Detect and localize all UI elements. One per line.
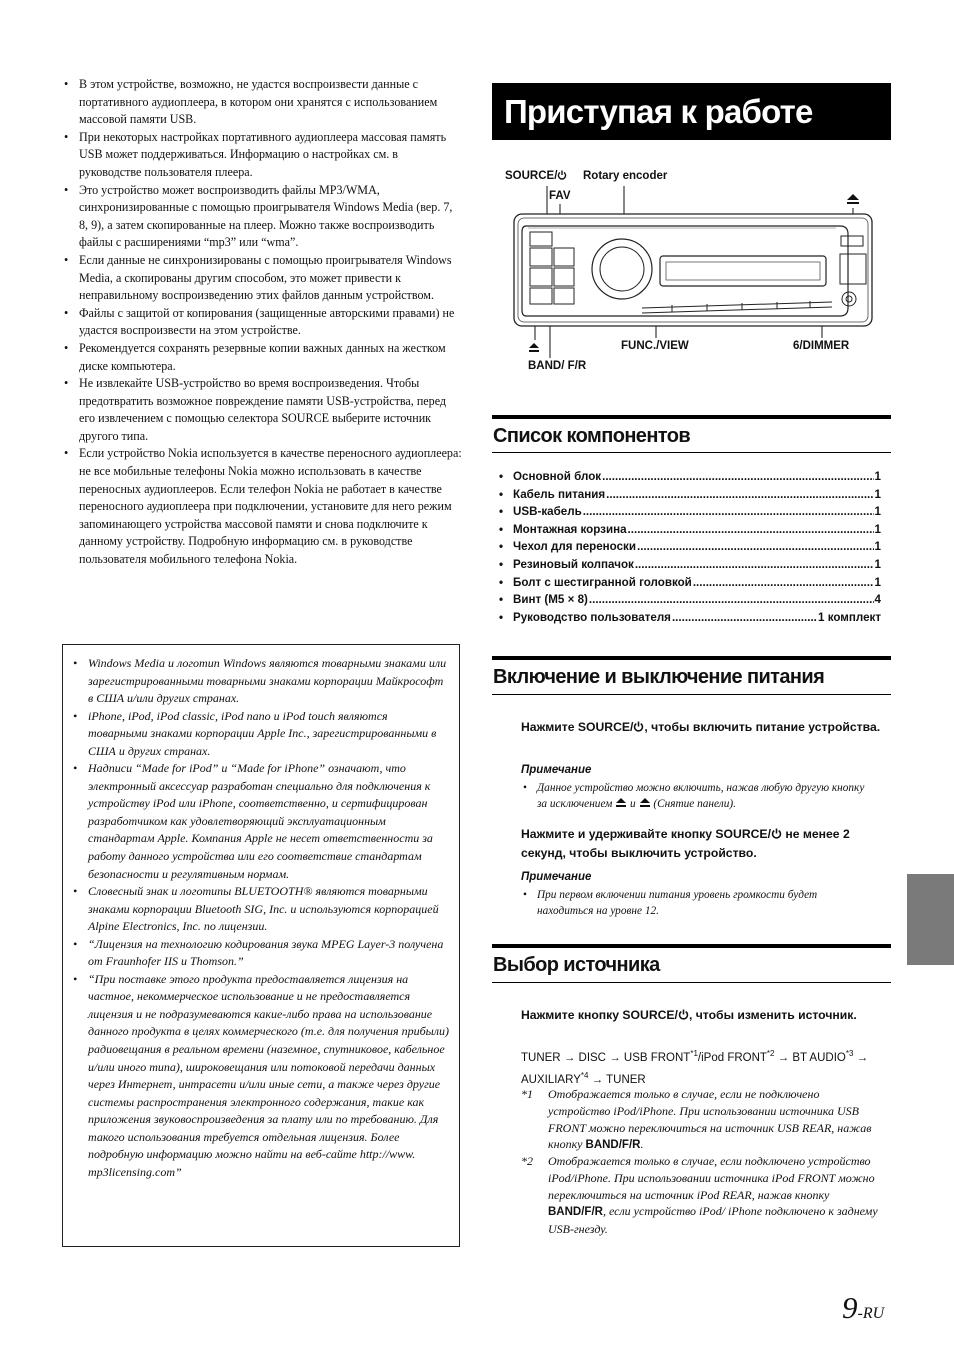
note-label: Примечание <box>521 764 592 776</box>
trademark-box <box>62 644 460 1247</box>
component-name: • Основной блок <box>513 470 602 483</box>
component-qty: 1 <box>874 505 881 519</box>
list-item: • Если данные не синхронизированы с помощью проигрывателя Windows Media, а скопированы другим способом, это может привести к неправильному воспроизведению этих файлов данным устройством. <box>62 252 462 305</box>
power-note-2: • При первом включении питания уровень громкости будет находиться на уровне 12. <box>521 888 873 919</box>
source-instruction: Нажмите кнопку SOURCE/ , чтобы изменить источник. <box>521 1008 857 1022</box>
component-name: • Винт (M5 × 8) <box>513 593 588 607</box>
source-heading: Выбор источника <box>492 944 891 983</box>
component-item <box>498 488 881 506</box>
power-on-instruction: Нажмите SOURCE/ , чтобы включить питание устройства. <box>521 720 881 734</box>
section-tab <box>907 874 954 965</box>
page-title: Приступая к работе <box>492 83 891 140</box>
components-list <box>498 470 881 628</box>
component-qty: 1 <box>874 557 881 571</box>
list-item: • В этом устройстве, возможно, не удастся воспроизвести данные с портативного аудиоплеера, в котором они хранятся с использованием массовой памяти USB. <box>62 76 462 129</box>
component-item <box>498 558 881 576</box>
label-band: BAND/ F/R <box>528 360 587 372</box>
power-heading: Включение и выключение питания <box>492 656 891 695</box>
list-item: • При некоторых настройках портативного аудиоплеера массовая память USB может поддерживаться. Информацию о настройках см. в руководстве пользователя плеера. <box>62 129 462 182</box>
component-qty: 1 <box>874 575 881 589</box>
front-panel-diagram <box>492 162 892 382</box>
trademark-list <box>71 655 450 1181</box>
list-item: • Если устройство Nokia используется в качестве переносного аудиоплеера: не все мобильные телефоны Nokia можно использовать в качестве переносных аудиоплееров. Если телефон Nokia не работает в качестве переносного аудиоплеера при подключении, установите для него режим запоминающего устройства массовой памяти и снова подключите к данному устройству. Подробную информацию см. в руководстве пользователя мобильного телефона Nokia. <box>62 445 462 568</box>
component-item <box>498 523 881 541</box>
component-qty: 1 <box>874 470 881 483</box>
list-item: • Рекомендуется сохранять резервные копии важных данных на жестком диске компьютера. <box>62 340 462 375</box>
page-number: 9-RU <box>842 1290 885 1325</box>
label-dimmer: 6/DIMMER <box>793 340 850 352</box>
component-item <box>498 505 881 523</box>
leader-dots <box>693 576 874 589</box>
label-rotary-encoder: Rotary encoder <box>583 170 668 182</box>
leader-dots <box>635 558 874 571</box>
power-icon <box>633 721 644 732</box>
power-icon <box>771 828 782 839</box>
label-source: SOURCE/ <box>505 170 567 182</box>
trademark-item: • Надписи “Made for iPod” и “Made for iPhone” означают, что электронный аксессуар разработан специально для подключения к устройству iPod или iPhone, соответственно, и сертифицирован разработчиком как удовлетворяющий эксплуатационным стандартам Apple. Компания Apple не несет ответственности за работу данного устройства или его соответствие стандартам безопасности и регулятивным нормам. <box>71 760 450 883</box>
left-column <box>62 76 462 569</box>
component-name: • Болт с шестигранной головкой <box>513 575 692 589</box>
components-heading: Список компонентов <box>492 415 891 453</box>
usb-notes-list <box>62 76 462 569</box>
label-func-view: FUNC./VIEW <box>621 340 689 352</box>
component-qty: 1 <box>874 487 881 501</box>
power-icon <box>678 1009 689 1020</box>
trademark-item: • Словесный знак и логотипы BLUETOOTH® являются товарными знаками корпорации Bluetooth SIG, Inc. и используются корпорацией Alpine Electronics, Inc. по лицензии. <box>71 883 450 936</box>
list-item: • Файлы с защитой от копирования (защищенные авторскими правами) не удастся воспроизвести на этом устройстве. <box>62 305 462 340</box>
leader-dots <box>583 505 874 518</box>
trademark-item: • iPhone, iPod, iPod classic, iPod nano и iPod touch являются товарными знаками корпорации Apple Inc., зарегистрированными в США и других странах. <box>71 708 450 761</box>
leader-dots <box>628 523 874 536</box>
source-sequence: TUNER → DISC → USB FRONT$^{*1}$/iPod $FRONT^{*2}$ → BT $AUDIO^{*3}$ → $AUXILIARY^{*4}$ → TUNER <box>521 1049 869 1086</box>
car-stereo-drawing <box>492 162 892 382</box>
component-name: • Монтажная корзина <box>513 522 627 536</box>
trademark-item: • “Лицензия на технологию кодирования звука MPEG Layer-3 получена от Fraunhofer IIS и Thomson.” <box>71 936 450 971</box>
leader-dots <box>637 540 874 553</box>
power-note-1: • Данное устройство можно включить, нажав любую другую кнопку за исключением и (Снятие панели). <box>521 781 873 812</box>
component-item <box>498 470 881 488</box>
component-qty: 1 <box>874 522 881 536</box>
note-label-2: Примечание <box>521 871 592 883</box>
power-off-instruction: Нажмите и удерживайте кнопку SOURCE/ не менее 2 секунд, чтобы выключить устройство. <box>521 827 850 860</box>
component-name: • Чехол для переноски <box>513 540 636 554</box>
component-name: • Кабель питания <box>513 487 606 501</box>
component-item <box>498 540 881 558</box>
component-name: • USB-кабель <box>513 505 582 519</box>
leader-dots <box>589 593 874 606</box>
eject-release-icon <box>639 797 651 808</box>
footnote-1: *1 Отображается только в случае, если не подключено устройство iPod/iPhone. При использовании источника USB FRONT можно переключиться на источник USB REAR, нажав кнопку BAND/F/R. <box>521 1087 872 1152</box>
trademark-item: • “При поставке этого продукта предоставляется лицензия на частное, некоммерческое использование и не предоставляется лицензия и не подразумеваются какие-либо права на использование данного продукта в целях коммерческого (т.е. для получения прибыли) радиовещания в реальном времени (наземное, спутниковое, кабельное и/или иного типа), широковещания или потоковой передачи данных через Интернет, интрасети и/или иные сети, а также через другие системы распространения электронного содержания, такие как приложения звуковоспроизведения за плату или по требованию. Для такого использования требуется отдельная лицензия. Более подробную информацию можно найти на веб-сайте http://www. mp3licensing.com” <box>71 971 450 1182</box>
list-item: • Не извлекайте USB-устройство во время воспроизведения. Чтобы предотвратить возможное повреждение памяти USB-устройства, перед его извлечением с помощью селектора SOURCE выберите источник другого типа. <box>62 375 462 445</box>
eject-icon <box>615 797 627 808</box>
leader-dots <box>606 488 873 501</box>
leader-dots <box>672 611 817 624</box>
component-qty: 1 комплект <box>818 610 881 624</box>
component-item <box>498 576 881 594</box>
component-item <box>498 611 881 629</box>
component-name: • Руководство пользователя <box>513 610 671 624</box>
list-item: • Это устройство может воспроизводить файлы MP3/WMA, синхронизированные с помощью проигрывателя Windows Media (вер. 7, 8, 9), а затем скопированные на плеер. Можно также воспроизводить файлы с расширениями “mp3” или “wma”. <box>62 182 462 252</box>
component-qty: 1 <box>874 540 881 554</box>
footnote-2: *2 Отображается только в случае, если подключено устройство iPod/iPhone. При использовании источника iPod FRONT можно переключиться на источник iPod REAR, нажав кнопку BAND/F/R, если устройство iPod/ iPhone подключено к заднему USB-гнезду. <box>521 1154 878 1237</box>
label-fav: FAV <box>549 190 571 202</box>
component-qty: 4 <box>874 593 881 607</box>
component-item <box>498 593 881 611</box>
trademark-item: • Windows Media и логотип Windows являются товарными знаками или зарегистрированными товарными знаками корпорации Майкрософт в США и/или других странах. <box>71 655 450 708</box>
component-name: • Резиновый колпачок <box>513 557 634 571</box>
leader-dots <box>602 470 873 483</box>
